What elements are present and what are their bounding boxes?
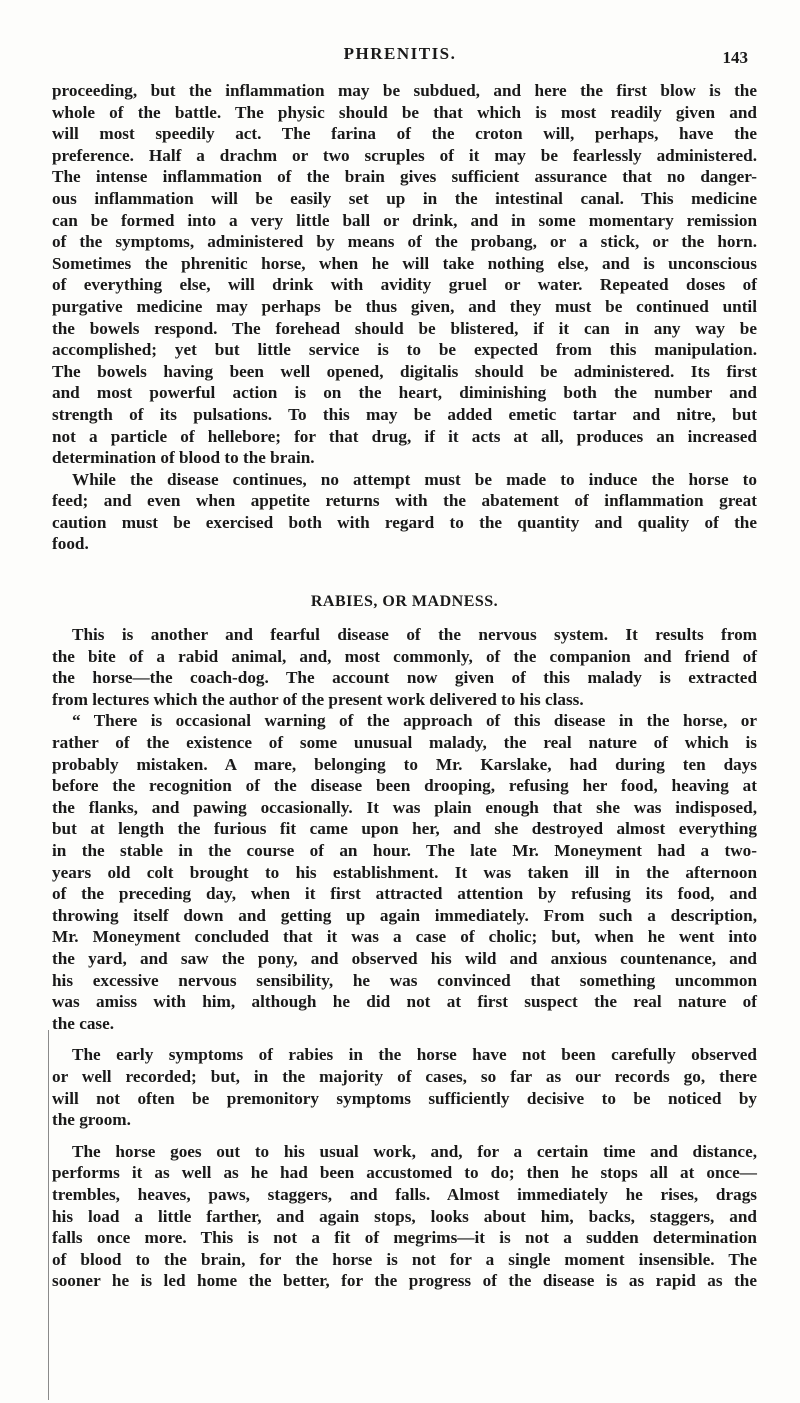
- text-line: of the symptoms, administered by means of the probang, or a stick, or the horn.: [52, 232, 757, 252]
- text-line: before the recognition of the disease been drooping, refusing her food, heaving at: [52, 776, 757, 796]
- paragraph-horse-at-work: [52, 1141, 757, 1292]
- text-line: the yard, and saw the pony, and observed his wild and anxious countenance, and: [52, 948, 757, 968]
- paragraph-feeding: [52, 469, 757, 555]
- text-line: of blood to the brain, for the horse is not for a single moment insensible. The: [52, 1249, 757, 1269]
- text-line: While the disease continues, no attempt must be made to induce the horse to: [72, 469, 757, 489]
- text-line: caution must be exercised both with regard to the quantity and quality of the: [52, 512, 757, 532]
- running-title: PHRENITIS.: [343, 44, 457, 63]
- paragraph-phrenitis-treatment: [52, 80, 757, 469]
- text-line: falls once more. This is not a fit of megrims—it is not a sudden determination: [52, 1228, 757, 1248]
- text-line: the case.: [52, 1013, 115, 1033]
- text-line: and most powerful action is on the heart, diminishing both the number and: [52, 383, 757, 403]
- text-line: Mr. Moneyment concluded that it was a case of cholic; but, when he went into: [52, 927, 757, 947]
- text-line: Sometimes the phrenitic horse, when he will take nothing else, and is unconscious: [52, 253, 757, 273]
- text-line: throwing itself down and getting up again immediately. From such a description,: [52, 905, 757, 925]
- text-line: The intense inflammation of the brain gives sufficient assurance that no danger-: [52, 167, 757, 187]
- text-line: determination of blood to the brain.: [52, 448, 315, 468]
- text-line: in the stable in the course of an hour. The late Mr. Moneyment had a two-: [52, 841, 757, 860]
- text-line: “ There is occasional warning of the approach of this disease in the horse, or: [72, 711, 757, 731]
- section-heading-rabies: RABIES, OR MADNESS.: [310, 593, 499, 611]
- text-line: accomplished; yet but little service is to be expected from this manipulation.: [52, 340, 757, 360]
- text-line: The early symptoms of rabies in the horse have not been carefully observed: [72, 1045, 757, 1065]
- text-line: not a particle of hellebore; for that drug, if it acts at all, produces an increased: [52, 426, 757, 446]
- page-number: 143: [722, 48, 748, 67]
- text-line: will not often be premonitory symptoms sufficiently decisive to be noticed by: [52, 1088, 757, 1108]
- text-line: years old colt brought to his establishment. It was taken ill in the afternoon: [52, 862, 757, 882]
- text-line: food.: [52, 534, 89, 554]
- text-line: his load a little farther, and again stops, looks about him, backs, staggers, and: [52, 1206, 757, 1226]
- text-line: preference. Half a drachm or two scruples of it may be fearlessly administered.: [52, 145, 757, 165]
- text-line: performs it as well as he had been accustomed to do; then he stops all at once—: [52, 1163, 757, 1183]
- text-line: will most speedily act. The farina of the croton will, perhaps, have the: [52, 124, 757, 144]
- text-line: whole of the battle. The physic should be that which is most readily given and: [52, 102, 757, 122]
- text-line: sooner he is led home the better, for the progress of the disease is as rapid as the: [52, 1271, 757, 1291]
- text-line: probably mistaken. A mare, belonging to Mr. Karslake, had during ten days: [52, 754, 757, 774]
- text-line: can be formed into a very little ball or drink, and in some momentary remission: [52, 210, 757, 230]
- body-text: [52, 80, 757, 1292]
- text-line: was amiss with him, although he did not at first suspect the real nature of: [52, 992, 757, 1012]
- paragraph-gap: [52, 1034, 757, 1044]
- text-line: purgative medicine may perhaps be thus given, and they must be continued until: [52, 296, 757, 316]
- text-line: strength of its pulsations. To this may be added emetic tartar and nitre, but: [52, 404, 757, 424]
- text-line: or well recorded; but, in the majority of cases, so far as our records go, there: [52, 1066, 757, 1086]
- text-line: The bowels having been well opened, digitalis should be administered. Its first: [52, 361, 757, 381]
- text-line: the horse—the coach-dog. The account now given of this malady is extracted: [52, 668, 757, 688]
- text-line: the bowels respond. The forehead should be blistered, if it can in any way be: [52, 318, 757, 338]
- text-line: feed; and even when appetite returns with the abatement of inflammation great: [52, 491, 757, 511]
- text-line: the bite of a rabid animal, and, most commonly, of the companion and friend of: [52, 646, 757, 666]
- text-line: from lectures which the author of the present work delivered to his class.: [52, 689, 584, 709]
- text-line: the groom.: [52, 1110, 131, 1130]
- text-line: but at length the furious fit came upon her, and she destroyed almost everything: [52, 819, 757, 839]
- margin-rule: [48, 1030, 49, 1400]
- text-line: proceeding, but the inflammation may be subdued, and here the first blow is the: [52, 81, 757, 100]
- paragraph-gap: [52, 1131, 757, 1141]
- text-line: rather of the existence of some unusual malady, the real nature of which is: [52, 733, 757, 753]
- text-line: of everything else, will drink with avidity gruel or water. Repeated doses of: [52, 275, 757, 295]
- paragraph-rabies-intro: [52, 624, 757, 710]
- text-line: This is another and fearful disease of the nervous system. It results from: [72, 625, 757, 645]
- text-line: The horse goes out to his usual work, and, for a certain time and distance,: [72, 1141, 757, 1161]
- text-line: of the preceding day, when it first attracted attention by refusing its food, and: [52, 884, 757, 904]
- text-line: trembles, heaves, paws, staggers, and falls. Almost immediately he rises, drags: [52, 1184, 757, 1204]
- paragraph-rabies-warning: [52, 710, 757, 1034]
- paragraph-early-symptoms: [52, 1044, 757, 1130]
- text-line: ous inflammation will be easily set up in the intestinal canal. This medicine: [52, 188, 757, 208]
- text-line: the flanks, and pawing occasionally. It was plain enough that she was indisposed,: [52, 797, 757, 817]
- text-line: his excessive nervous sensibility, he was convinced that something uncommon: [52, 970, 757, 990]
